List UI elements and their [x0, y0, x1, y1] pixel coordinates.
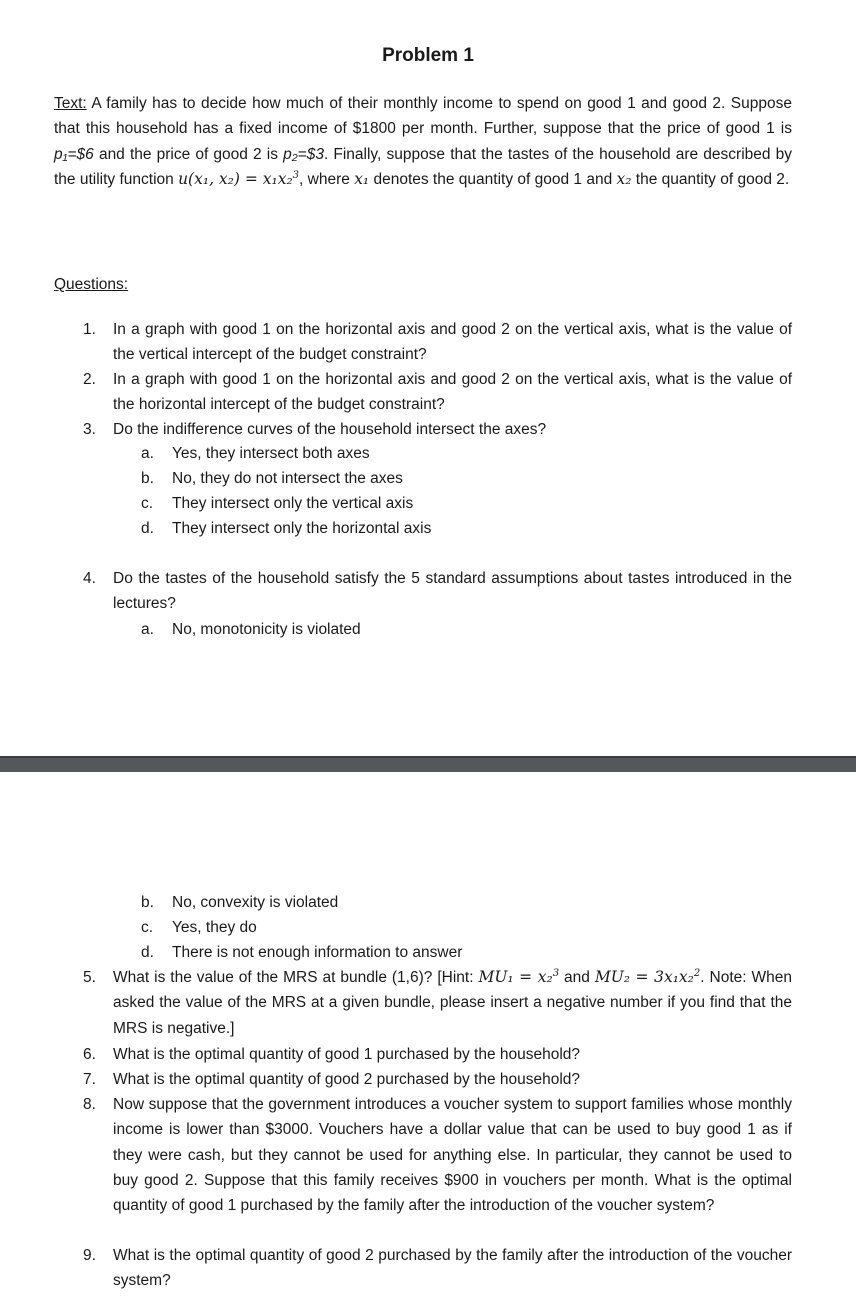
- page-break-divider: [0, 756, 856, 772]
- question-3: 3. Do the indifference curves of the household intersect the axes?: [83, 421, 547, 438]
- price-good2: p₂=$3: [283, 145, 324, 163]
- question-6: 6. What is the optimal quantity of good 1 purchased by the household?: [83, 1046, 581, 1063]
- question-4: 4. Do the tastes of the household satisfy the 5 standard assumptions about tastes introduced in the lectures?: [83, 570, 792, 613]
- utility-function: u(x₁, x₂) = x₁x₂$^3$: [178, 169, 300, 188]
- question-8: 8. Now suppose that the government introduces a voucher system to support families whose monthly income is lower than $3000. Vouchers have a dollar value that can be used to buy good 1 as if they were cash, but they cannot be used for anything else. In particular, they cannot be used to buy good 2. Suppose that this family receives $900 in vouchers per month. What is the optimal quantity of good 1 purchased by the family after the introduction of the voucher system?: [83, 1096, 792, 1215]
- question-2: 2. In a graph with good 1 on the horizontal axis and good 2 on the vertical axis, what is the value of the horizontal intercept of the budget constraint?: [83, 371, 792, 414]
- mu1-formula: MU₁ = x₂$^3$: [478, 967, 560, 986]
- question-4-option-b: b. No, convexity is violated: [141, 894, 339, 911]
- question-4-option-a: a. No, monotonicity is violated: [141, 621, 361, 638]
- question-7: 7. What is the optimal quantity of good 2 purchased by the household?: [83, 1071, 581, 1088]
- question-3-option-b: b. No, they do not intersect the axes: [141, 470, 403, 487]
- question-4-option-d: d. There is not enough information to answer: [141, 944, 463, 961]
- question-4-option-c: c. Yes, they do: [141, 919, 257, 936]
- question-3-option-c: c. They intersect only the vertical axis: [141, 495, 414, 512]
- page-title: Problem 1: [382, 45, 474, 66]
- document-page-bottom: [0, 772, 856, 1306]
- questions-heading: Questions:: [54, 276, 129, 293]
- price-good1: p₁=$6: [54, 145, 94, 163]
- question-3-option-d: d. They intersect only the horizontal axis: [141, 520, 432, 537]
- problem-text: Text: A family has to decide how much of their monthly income to spend on good 1 and good 2. Suppose that this household has a fixed income of $1800 per month. Further, suppose that the price of good 1 is p₁=$6 and the price of good 2 is p₂=$3. Finally, suppose that the tastes of the household are described by the utility function u(x₁, x₂) = x₁x₂$^3$, where x₁ denotes the quantity of good 1 and x₂ the quantity of good 2.: [54, 95, 792, 188]
- text-label: Text:: [54, 95, 87, 112]
- question-1: 1. In a graph with good 1 on the horizontal axis and good 2 on the vertical axis, what is the value of the vertical intercept of the budget constraint?: [83, 321, 792, 364]
- mu2-formula: MU₂ = 3x₁x₂$^2$: [594, 967, 701, 986]
- question-9: 9. What is the optimal quantity of good 2 purchased by the family after the introduction of the voucher system?: [83, 1247, 792, 1290]
- question-5: 5. What is the value of the MRS at bundle (1,6)? [Hint: MU₁ = x₂$^3$ and MU₂ = 3x₁x₂$^2$. Note: When asked the value of the MRS at a given bundle, please insert a negative number if you find that the MRS is negative.]: [83, 967, 792, 1037]
- question-3-option-a: a. Yes, they intersect both axes: [141, 445, 370, 462]
